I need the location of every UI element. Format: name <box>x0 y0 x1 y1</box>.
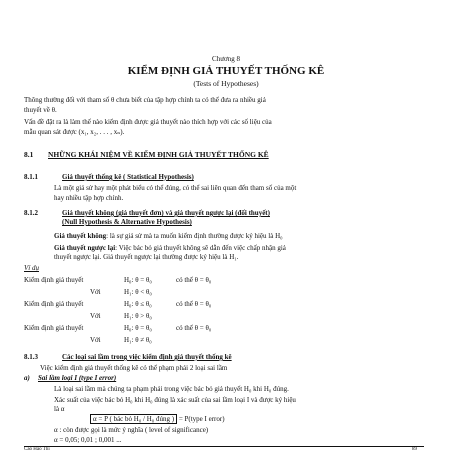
example-3-h0b: có thể θ = θ₀ <box>176 324 212 332</box>
section-title: NHỮNG KHÁI NIỆM VỀ KIỂM ĐỊNH GIẢ THUYẾT THỐNG KÊ <box>48 150 269 159</box>
s811-body-1: Là một giả sử hay một phát biểu có thể đúng, có thể sai liên quan đến tham số của một <box>54 184 297 192</box>
example-2-with: Với <box>90 312 101 320</box>
page-title: KIỂM ĐỊNH GIẢ THUYẾT THỐNG KÊ <box>127 65 325 77</box>
intro-line-2: thuyết về θ. <box>24 106 57 114</box>
alpha-note: α : còn được gọi là mức ý nghĩa ( level of significance) <box>54 426 209 434</box>
s813-title: Các loại sai lầm trong việc kiểm định giả thuyết thống kê <box>62 353 232 361</box>
formula-line <box>90 416 225 423</box>
example-label: Ví dụ <box>24 264 39 272</box>
formula-tail: = P(type I error) <box>178 415 225 423</box>
formula-box: α = P ( bác bỏ H₀ / H₀ đúng ) <box>90 414 177 424</box>
example-3-with: Với <box>90 336 101 344</box>
s813-a-label: a) <box>24 374 30 382</box>
example-3-left: Kiểm định giả thuyết <box>24 324 84 332</box>
footer-page-number: 89 <box>412 447 417 452</box>
intro-line-3: Vấn đề đặt ra là làm thế nào kiểm định được giả thuyết nào thích hợp với các số liệu của <box>24 118 272 126</box>
s813-a-body-1: Là loại sai lầm mà chúng ta phạm phải trong việc bác bỏ giả thuyết H₀ khi H₀ đúng. <box>54 385 289 393</box>
h1-definition <box>54 245 286 252</box>
footer-author: Cao Hào Thi <box>24 447 50 452</box>
h1-label: Giả thuyết ngược lại <box>54 244 116 252</box>
example-3-h1: H₁: θ ≠ θ₀ <box>124 336 152 344</box>
s812-number: 8.1.2 <box>24 209 38 217</box>
s813-a-body-3: là α <box>54 405 65 413</box>
h0-text: : là sự giả sử mà ta muốn kiểm định thường được ký hiệu là H₀ <box>106 232 283 240</box>
s811-title: Giả thuyết thống kê ( Statistical Hypothesis) <box>62 173 194 181</box>
h0-label: Giả thuyết không <box>54 232 107 240</box>
example-1-h0: H₀: θ = θ₀ <box>124 276 152 284</box>
s813-a-body-2: Xác suất của việc bác bỏ H₀ khi H₀ đúng là xác suất của sai lầm loại I và được ký hiệu <box>54 396 296 404</box>
intro-line-4: mẫu quan sát được (x₁, x₂, . . . , xₙ). <box>24 128 125 136</box>
h0-definition <box>54 233 283 240</box>
footer-divider <box>24 446 424 447</box>
example-2-h0: H₀: θ ≤ θ₀ <box>124 300 152 308</box>
s811-body-2: hay nhiều tập hợp chính. <box>54 194 124 202</box>
example-1-with: Với <box>90 288 101 296</box>
h1-text-2: thuyết ngược lại. Giả thuyết ngược lại thường được ký hiệu là H₁. <box>54 253 239 261</box>
example-2-left: Kiểm định giả thuyết <box>24 300 84 308</box>
example-1-left: Kiểm định giả thuyết <box>24 276 84 284</box>
s813-number: 8.1.3 <box>24 353 38 361</box>
example-2-h0b: có thể θ = θ₀ <box>176 300 212 308</box>
section-number: 8.1 <box>24 150 34 159</box>
chapter-label: Chương 8 <box>212 55 240 63</box>
s811-number: 8.1.1 <box>24 173 38 181</box>
page-subtitle: (Tests of Hypotheses) <box>193 79 259 88</box>
h1-text: : Việc bác bỏ giả thuyết không sẽ dẫn đến việc chấp nhận giả <box>115 244 286 252</box>
example-2-h1: H₁: θ > θ₀ <box>124 312 152 320</box>
intro-line-1: Thông thường đối với tham số θ chưa biết của tập hợp chính ta có thể đưa ra nhiều giả <box>24 96 266 104</box>
s813-intro: Việc kiểm định giả thuyết thống kê có thể phạm phải 2 loại sai lầm <box>40 364 228 372</box>
s812-title-2: (Null Hypothesis & Alternative Hypothesis) <box>62 218 192 226</box>
example-1-h0b: có thể θ = θ₀ <box>176 276 212 284</box>
s813-a-title: Sai lầm loại I (type I error) <box>38 374 117 382</box>
example-3-h0: H₀: θ = θ₀ <box>124 324 152 332</box>
s812-title-1: Giả thuyết không (giả thuyết đơn) và giả thuyết ngược lại (đối thuyết) <box>62 209 270 217</box>
alpha-values: α = 0,05; 0,01 ; 0,001 ... <box>54 436 122 444</box>
example-1-h1: H₁: θ < θ₀ <box>124 288 152 296</box>
